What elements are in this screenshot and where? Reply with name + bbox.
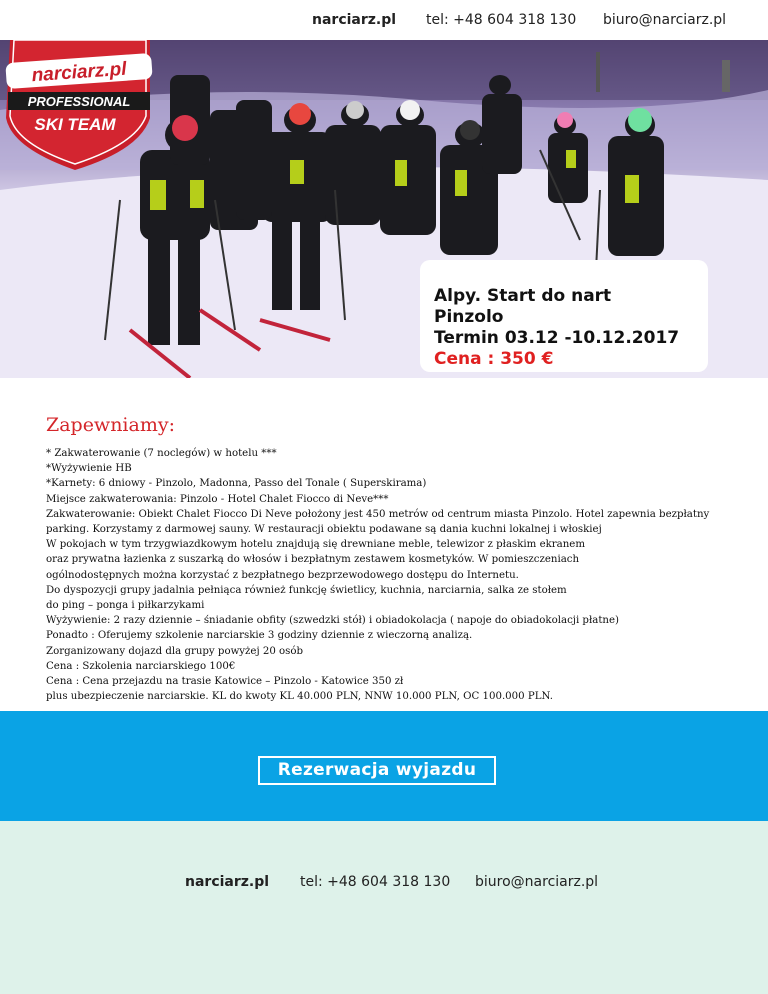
detail-line: Wyżywienie: 2 razy dziennie – śniadanie obfity (szwedzki stół) i obiadokolacja ( napoje do obiadokolacji płatne) bbox=[46, 615, 619, 627]
narciarz-logo bbox=[0, 40, 160, 176]
detail-line: Zakwaterowanie: Obiekt Chalet Fiocco Di Neve położony jest 450 metrów od centrum miasta Pinzolo. Hotel zapewnia bezpłatny bbox=[46, 508, 710, 520]
detail-line: Miejsce zakwaterowania: Pinzolo - Hotel Chalet Fiocco di Neve*** bbox=[46, 493, 389, 505]
detail-line: W pokojach w tym trzygwiazdkowym hotelu znajdują się drewniane meble, telewizor z płaskim ekranem bbox=[46, 539, 585, 551]
detail-line: plus ubezpieczenie narciarskie. KL do kwoty KL 40.000 PLN, NNW 10.000 PLN, OC 100.000 PLN. bbox=[46, 691, 553, 703]
detail-line: parking. Korzystamy z darmowej sauny. W restauracji obiektu podawane są dania kuchni lokalnej i włoskiej bbox=[46, 524, 602, 536]
detail-line: Cena : Szkolenia narciarskiego 100€ bbox=[46, 660, 236, 672]
offer-price: Cena : 350 € bbox=[434, 349, 554, 369]
offer-place: Pinzolo bbox=[434, 307, 504, 327]
detail-line: Ponadto : Oferujemy szkolenie narciarskie 3 godziny dziennie z wieczorną analizą. bbox=[46, 630, 473, 642]
top-contact-bar bbox=[0, 0, 768, 40]
header-email-link[interactable]: biuro@narciarz.pl bbox=[603, 12, 727, 28]
footer-phone[interactable]: tel: +48 604 318 130 bbox=[300, 874, 451, 890]
offer-card bbox=[420, 260, 708, 372]
header-site-link[interactable]: narciarz.pl bbox=[312, 12, 397, 28]
detail-line: *Karnety: 6 dniowy - Pinzolo, Madonna, Passo del Tonale ( Superskirama) bbox=[46, 478, 427, 490]
logo-line2: SKI TEAM bbox=[34, 115, 116, 134]
reservation-band bbox=[0, 711, 768, 821]
details-text bbox=[46, 446, 736, 704]
detail-line: ogólnodostępnych można korzystać z bezpłatnego bezprzewodowego dostępu do Internetu. bbox=[46, 569, 519, 581]
footer bbox=[0, 821, 768, 994]
header-phone[interactable]: tel: +48 604 318 130 bbox=[426, 12, 577, 28]
detail-line: Zorganizowany dojazd dla grupy powyżej 20 osób bbox=[46, 645, 304, 657]
offer-details bbox=[46, 414, 736, 704]
detail-line: Cena : Cena przejazdu na trasie Katowice – Pinzolo - Katowice 350 zł bbox=[46, 676, 404, 688]
section-heading: Zapewniamy: bbox=[46, 414, 175, 436]
offer-title: Alpy. Start do nart bbox=[434, 286, 612, 306]
reservation-button[interactable]: Rezerwacja wyjazdu bbox=[258, 756, 496, 785]
footer-site-link[interactable]: narciarz.pl bbox=[185, 874, 270, 890]
logo-line1: PROFESSIONAL bbox=[27, 94, 131, 109]
hero-photo bbox=[0, 40, 768, 378]
logo-brand-text: narciarz.pl bbox=[30, 58, 128, 87]
detail-line: do ping – ponga i piłkarzykami bbox=[46, 600, 205, 612]
detail-line: oraz prywatna łazienka z suszarką do włosów i bezpłatnym zestawem kosmetyków. W pomieszczeniach bbox=[46, 554, 580, 566]
detail-line: * Zakwaterowanie (7 noclegów) w hotelu *** bbox=[46, 448, 277, 459]
detail-line: Do dyspozycji grupy jadalnia pełniąca również funkcję świetlicy, kuchnia, narciarnia, salka ze stołem bbox=[46, 584, 567, 596]
offer-term: Termin 03.12 -10.12.2017 bbox=[434, 328, 680, 348]
footer-email-link[interactable]: biuro@narciarz.pl bbox=[475, 874, 599, 890]
detail-line: *Wyżywienie HB bbox=[46, 463, 132, 475]
